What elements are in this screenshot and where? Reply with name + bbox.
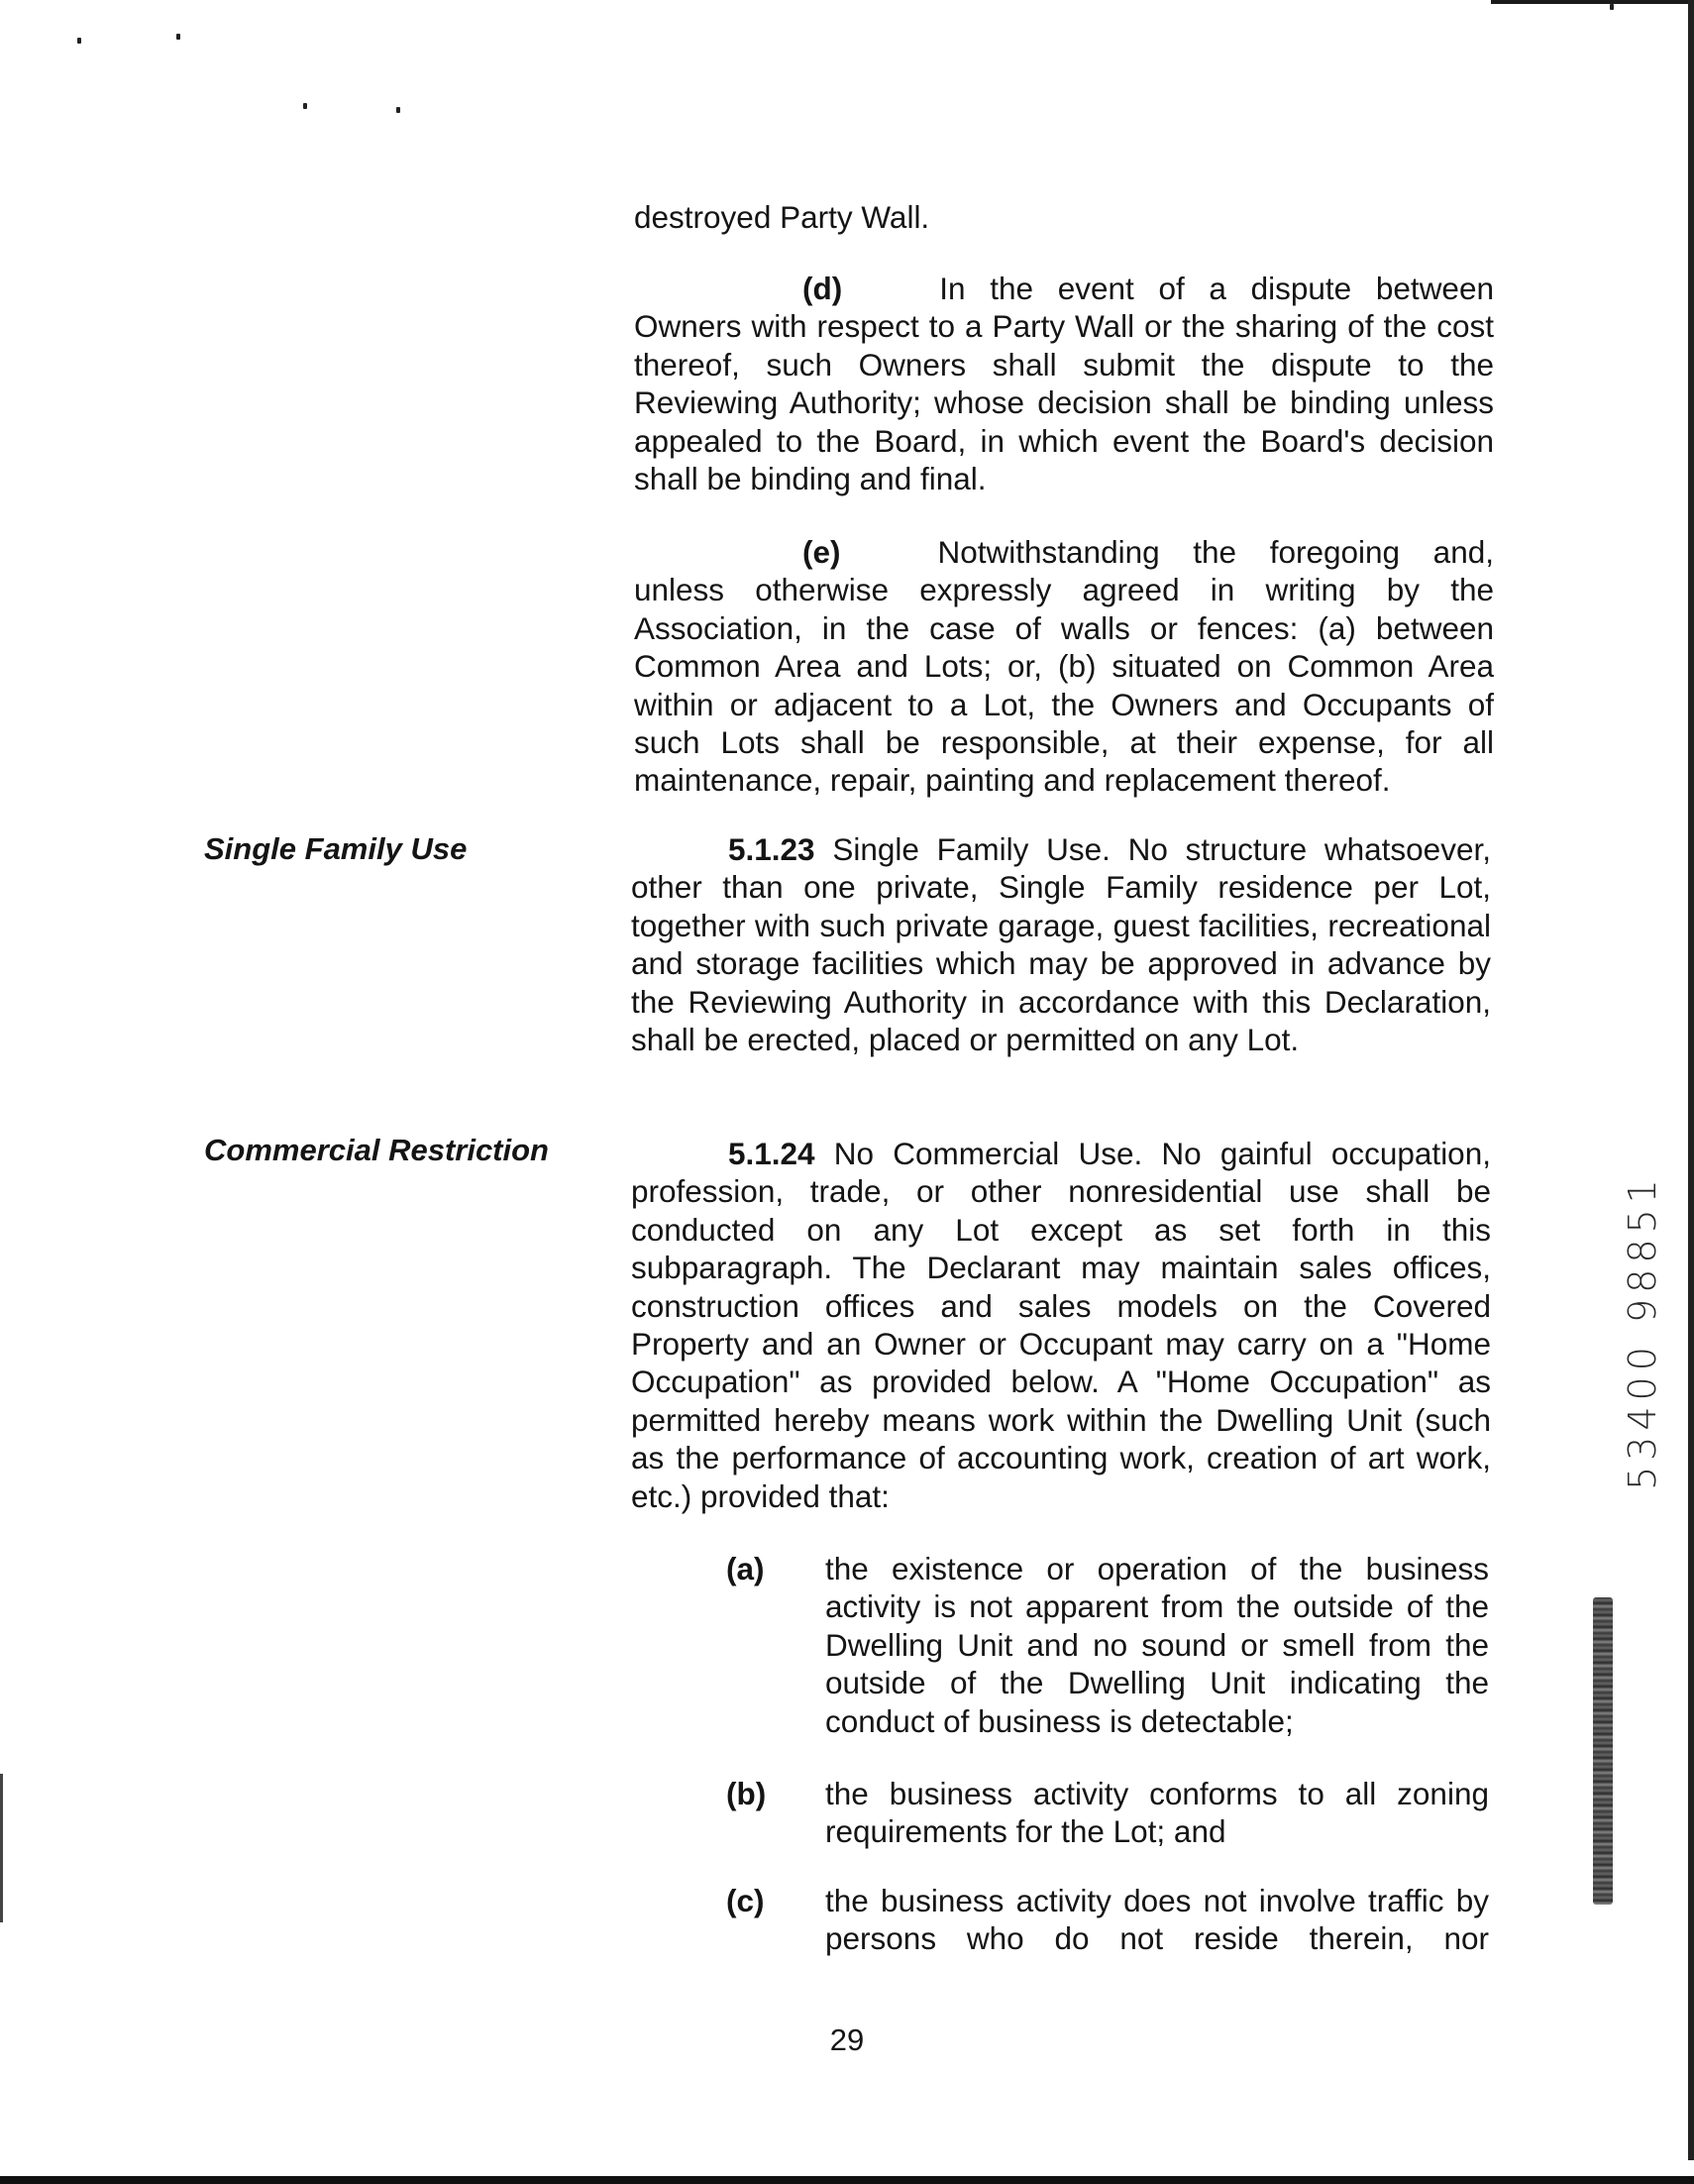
condition-b-text: the business activity conforms to all zoning requirements for the Lot; and	[825, 1776, 1489, 1850]
section-5-1-24	[631, 1135, 1491, 1515]
paragraph-e-text: Notwithstanding the foregoing and, unless otherwise expressly agreed in writing by the Association, in the case of walls or fences: (a) between Common Area and Lots; or, (b) situated on Common Area within or adjacent to a Lot, the Owners and Occupants of such Lots shall be responsible, at their expense, for all maintenance, repair, painting and replacement thereof.	[634, 534, 1494, 799]
section-5-1-23	[631, 830, 1491, 1058]
paragraph-e-label: (e)	[802, 534, 841, 570]
scan-speck	[1610, 4, 1614, 10]
scan-border-right	[1688, 0, 1694, 2160]
paragraph-d	[634, 270, 1494, 497]
condition-b-label: (b)	[726, 1776, 767, 1811]
condition-a-label: (a)	[726, 1551, 765, 1586]
scan-speck	[77, 38, 81, 44]
section-5-1-24-text: No Commercial Use. No gainful occupation, profession, trade, or other nonresidential use shall be conducted on any Lot except as set forth in this subparagraph. The Declarant may maintain sales offices, construction offices and sales models on the Covered Property and an Owner or Occupant may carry on a "Home Occupation" as provided below. A "Home Occupation" as permitted hereby means work within the Dwelling Unit (such as the performance of accounting work, creation of art work, etc.) provided that:	[631, 1136, 1491, 1514]
margin-heading-commercial-restriction: Commercial Restriction	[204, 1133, 549, 1167]
condition-c-label: (c)	[726, 1883, 765, 1918]
scan-border-bottom	[0, 2176, 1694, 2184]
condition-c-text: the business activity does not involve traffic by persons who do not reside therein, nor	[825, 1883, 1489, 1957]
scan-border-top	[1491, 0, 1694, 4]
page-number: 29	[829, 2022, 865, 2057]
section-5-1-23-text: Single Family Use. No structure whatsoever, other than one private, Single Family residence per Lot, together with such private garage, guest facilities, recreational and storage facilities which may be approved in advance by the Reviewing Authority in accordance with this Declaration, shall be erected, placed or permitted on any Lot.	[631, 831, 1491, 1058]
condition-a-text: the existence or operation of the business activity is not apparent from the outside of the Dwelling Unit and no sound or smell from the outside of the Dwelling Unit indicating the conduct of business is detectable;	[825, 1551, 1489, 1739]
intro-line: destroyed Party Wall.	[634, 199, 930, 235]
paragraph-d-label: (d)	[802, 271, 843, 306]
scan-speck	[303, 103, 307, 109]
scan-speck	[176, 34, 180, 40]
scan-smudge-mark	[1593, 1597, 1613, 1905]
paragraph-e	[634, 533, 1494, 800]
scan-speck	[396, 107, 400, 113]
scan-border-left	[0, 1774, 3, 1922]
margin-heading-single-family-use: Single Family Use	[204, 831, 468, 866]
section-5-1-24-number: 5.1.24	[728, 1136, 815, 1171]
section-5-1-23-number: 5.1.23	[728, 831, 815, 867]
paragraph-d-text: In the event of a dispute between Owners with respect to a Party Wall or the sharing of the cost thereof, such Owners shall submit the dispute to the Reviewing Authority; whose decision shall be binding unless appealed to the Board, in which event the Board's decision shall be binding and final.	[634, 271, 1494, 497]
vertical-document-stamp: 53400 98851	[1621, 1173, 1664, 1490]
